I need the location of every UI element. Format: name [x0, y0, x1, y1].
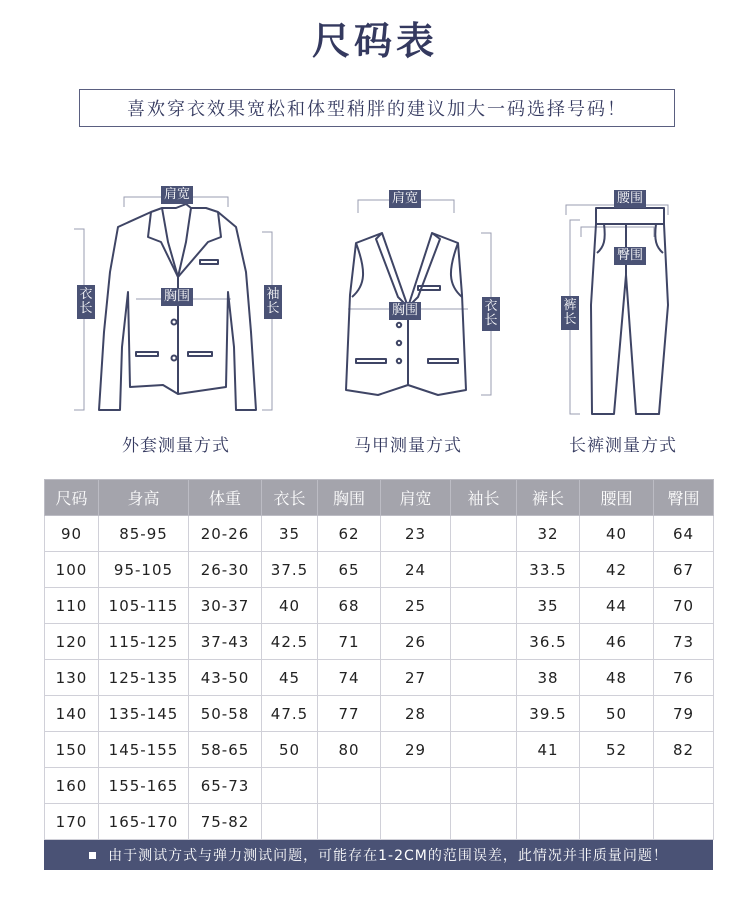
table-cell: 28 [381, 696, 451, 732]
vest-illustration [336, 185, 506, 415]
table-header-row [45, 480, 714, 516]
pants-hip-label: 臀围 [614, 247, 646, 265]
table-cell [451, 804, 517, 840]
table-cell: 130 [45, 660, 99, 696]
table-cell [451, 624, 517, 660]
header-height: 身高 [99, 480, 189, 516]
pants-waist-label: 腰围 [614, 190, 646, 208]
table-cell: 160 [45, 768, 99, 804]
table-cell: 62 [318, 516, 381, 552]
table-cell: 64 [654, 516, 714, 552]
table-cell: 50 [580, 696, 654, 732]
table-cell: 48 [580, 660, 654, 696]
table-cell [318, 768, 381, 804]
table-cell: 170 [45, 804, 99, 840]
table-cell [451, 660, 517, 696]
footer-note-text: 由于测试方式与弹力测试问题，可能存在1-2CM的范围误差，此情况并非质量问题！ [108, 848, 668, 864]
table-row [45, 516, 714, 552]
table-row [45, 804, 714, 840]
table-body [45, 516, 714, 840]
header-top-length: 衣长 [262, 480, 318, 516]
table-cell: 82 [654, 732, 714, 768]
table-cell: 79 [654, 696, 714, 732]
vest-length-label: 衣长 [482, 297, 500, 331]
table-cell: 165-170 [99, 804, 189, 840]
table-cell [654, 768, 714, 804]
table-cell [451, 516, 517, 552]
table-cell: 74 [318, 660, 381, 696]
table-cell: 26-30 [189, 552, 262, 588]
table-cell: 125-135 [99, 660, 189, 696]
table-cell: 70 [654, 588, 714, 624]
page-title: 尺码表 [311, 19, 438, 63]
table-cell: 50-58 [189, 696, 262, 732]
table-cell: 85-95 [99, 516, 189, 552]
jacket-caption: 外套测量方式 [122, 436, 230, 456]
header-weight: 体重 [189, 480, 262, 516]
table-row [45, 696, 714, 732]
header-size: 尺码 [45, 480, 99, 516]
table-cell: 27 [381, 660, 451, 696]
header-shoulder: 肩宽 [381, 480, 451, 516]
table-cell: 41 [517, 732, 580, 768]
table-cell [580, 768, 654, 804]
table-cell: 67 [654, 552, 714, 588]
table-cell: 42.5 [262, 624, 318, 660]
table-cell [517, 768, 580, 804]
table-cell: 75-82 [189, 804, 262, 840]
bullet-icon [89, 852, 96, 859]
table-row [45, 588, 714, 624]
jacket-shoulder-label: 肩宽 [161, 186, 193, 204]
table-cell: 65-73 [189, 768, 262, 804]
table-cell: 76 [654, 660, 714, 696]
table-cell [517, 804, 580, 840]
table-cell: 58-65 [189, 732, 262, 768]
table-cell: 52 [580, 732, 654, 768]
table-cell: 68 [318, 588, 381, 624]
table-cell: 150 [45, 732, 99, 768]
table-cell: 37.5 [262, 552, 318, 588]
header-pants-length: 裤长 [517, 480, 580, 516]
table-cell: 140 [45, 696, 99, 732]
table-cell: 32 [517, 516, 580, 552]
table-cell [451, 552, 517, 588]
header-sleeve: 袖长 [451, 480, 517, 516]
table-cell: 44 [580, 588, 654, 624]
table-cell: 71 [318, 624, 381, 660]
table-cell: 36.5 [517, 624, 580, 660]
pants-diagram [556, 185, 686, 417]
table-cell [580, 804, 654, 840]
size-table [44, 479, 714, 840]
table-cell: 155-165 [99, 768, 189, 804]
table-cell: 105-115 [99, 588, 189, 624]
table-cell: 47.5 [262, 696, 318, 732]
table-cell: 23 [381, 516, 451, 552]
vest-chest-label: 胸围 [389, 302, 421, 320]
table-cell: 73 [654, 624, 714, 660]
table-cell: 38 [517, 660, 580, 696]
table-cell: 95-105 [99, 552, 189, 588]
table-cell [451, 732, 517, 768]
jacket-length-label: 衣长 [77, 285, 95, 319]
table-cell: 42 [580, 552, 654, 588]
table-cell: 145-155 [99, 732, 189, 768]
header-hip: 臀围 [654, 480, 714, 516]
table-cell: 110 [45, 588, 99, 624]
table-cell: 33.5 [517, 552, 580, 588]
table-cell [262, 768, 318, 804]
table-cell: 135-145 [99, 696, 189, 732]
table-cell: 30-37 [189, 588, 262, 624]
table-row [45, 624, 714, 660]
header-chest: 胸围 [318, 480, 381, 516]
table-cell [318, 804, 381, 840]
table-cell: 50 [262, 732, 318, 768]
footer-note [44, 840, 713, 870]
table-cell: 39.5 [517, 696, 580, 732]
table-cell: 35 [517, 588, 580, 624]
table-cell: 26 [381, 624, 451, 660]
table-cell: 80 [318, 732, 381, 768]
table-cell [262, 804, 318, 840]
table-cell [451, 696, 517, 732]
table-cell: 46 [580, 624, 654, 660]
table-cell [654, 804, 714, 840]
jacket-chest-label: 胸围 [161, 288, 193, 306]
vest-caption: 马甲测量方式 [354, 436, 462, 456]
table-cell: 20-26 [189, 516, 262, 552]
vest-diagram [336, 185, 506, 415]
jacket-sleeve-label: 袖长 [264, 285, 282, 319]
pants-length-label: 裤长 [561, 296, 579, 330]
table-row [45, 660, 714, 696]
table-cell [451, 588, 517, 624]
table-cell: 24 [381, 552, 451, 588]
header-waist: 腰围 [580, 480, 654, 516]
table-cell: 100 [45, 552, 99, 588]
table-cell: 120 [45, 624, 99, 660]
table-cell: 40 [580, 516, 654, 552]
table-cell: 37-43 [189, 624, 262, 660]
size-advice-notice: 喜欢穿衣效果宽松和体型稍胖的建议加大一码选择号码！ [79, 89, 675, 127]
table-cell: 43-50 [189, 660, 262, 696]
table-cell [381, 804, 451, 840]
table-cell: 77 [318, 696, 381, 732]
jacket-diagram [66, 182, 296, 417]
table-cell: 115-125 [99, 624, 189, 660]
table-cell: 40 [262, 588, 318, 624]
table-cell: 35 [262, 516, 318, 552]
table-cell: 29 [381, 732, 451, 768]
table-row [45, 732, 714, 768]
table-cell: 65 [318, 552, 381, 588]
table-cell [451, 768, 517, 804]
vest-shoulder-label: 肩宽 [389, 190, 421, 208]
table-cell: 45 [262, 660, 318, 696]
table-cell: 90 [45, 516, 99, 552]
pants-caption: 长裤测量方式 [569, 436, 677, 456]
table-row [45, 552, 714, 588]
table-cell [381, 768, 451, 804]
table-row [45, 768, 714, 804]
table-cell: 25 [381, 588, 451, 624]
